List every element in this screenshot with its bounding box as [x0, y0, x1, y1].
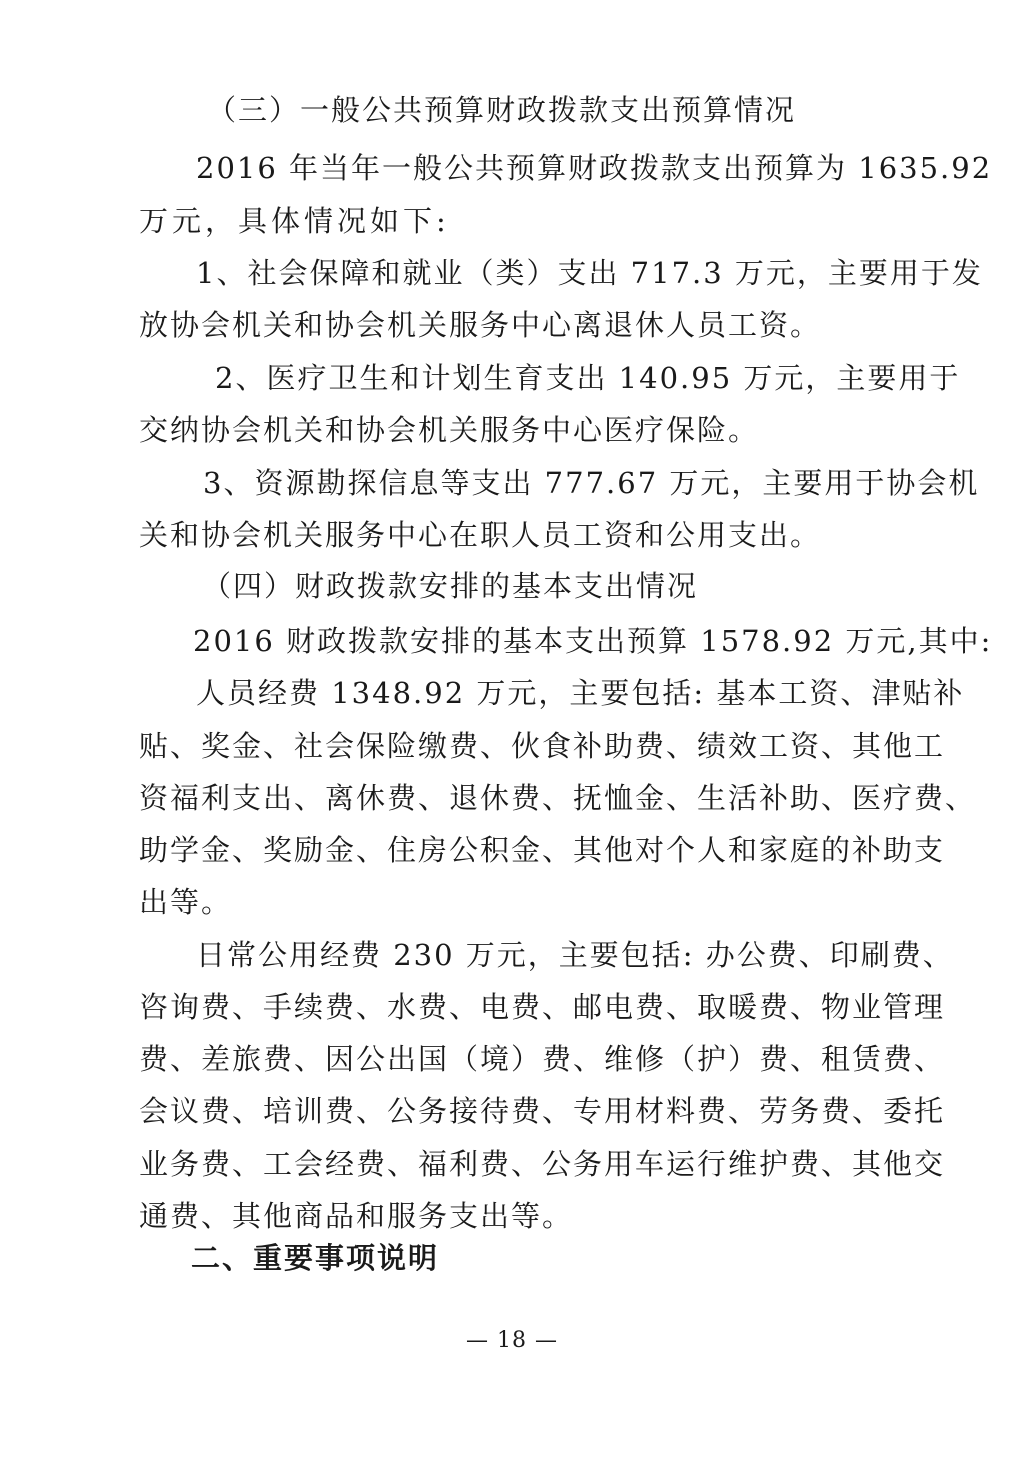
section4-heading: （四）财政拨款安排的基本支出情况 — [202, 569, 699, 603]
public-line2: 咨询费、手续费、水费、电费、邮电费、取暖费、物业管理 — [139, 990, 946, 1024]
section4-intro: 2016 财政拨款安排的基本支出预算 1578.92 万元,其中: — [193, 624, 993, 658]
page-number: — 18 — — [466, 1328, 558, 1353]
public-line1: 日常公用经费 230 万元，主要包括: 办公费、印刷费、 — [196, 938, 954, 972]
personnel-line5: 出等。 — [139, 885, 233, 919]
section3-item3-line1: 3、资源勘探信息等支出 777.67 万元，主要用于协会机 — [203, 466, 980, 500]
personnel-line2: 贴、奖金、社会保险缴费、伙食补助费、绩效工资、其他工 — [139, 729, 946, 763]
section3-item2-line2: 交纳协会机关和协会机关服务中心医疗保险。 — [139, 413, 760, 447]
public-line4: 会议费、培训费、公务接待费、专用材料费、劳务费、委托 — [139, 1094, 946, 1128]
personnel-line3: 资福利支出、离休费、退休费、抚恤金、生活补助、医疗费、 — [139, 781, 977, 815]
part2-heading: 二、重要事项说明 — [191, 1241, 440, 1275]
section3-item3-line2: 关和协会机关服务中心在职人员工资和公用支出。 — [139, 518, 822, 552]
public-line5: 业务费、工会经费、福利费、公务用车运行维护费、其他交 — [139, 1147, 946, 1181]
section3-item1-line1: 1、社会保障和就业（类）支出 717.3 万元，主要用于发 — [196, 256, 983, 290]
section3-heading: （三）一般公共预算财政拨款支出预算情况 — [207, 93, 797, 127]
public-line6: 通费、其他商品和服务支出等。 — [139, 1199, 574, 1233]
section3-item1-line2: 放协会机关和协会机关服务中心离退休人员工资。 — [139, 308, 822, 342]
section3-item2-line1: 2、医疗卫生和计划生育支出 140.95 万元，主要用于 — [215, 361, 961, 395]
section3-intro-line2: 万元，具体情况如下: — [139, 204, 450, 238]
personnel-line1: 人员经费 1348.92 万元，主要包括: 基本工资、津贴补 — [196, 676, 965, 710]
personnel-line4: 助学金、奖励金、住房公积金、其他对个人和家庭的补助支 — [139, 833, 946, 867]
section3-intro-line1: 2016 年当年一般公共预算财政拨款支出预算为 1635.92 — [196, 151, 993, 185]
public-line3: 费、差旅费、因公出国（境）费、维修（护）费、租赁费、 — [139, 1042, 946, 1076]
